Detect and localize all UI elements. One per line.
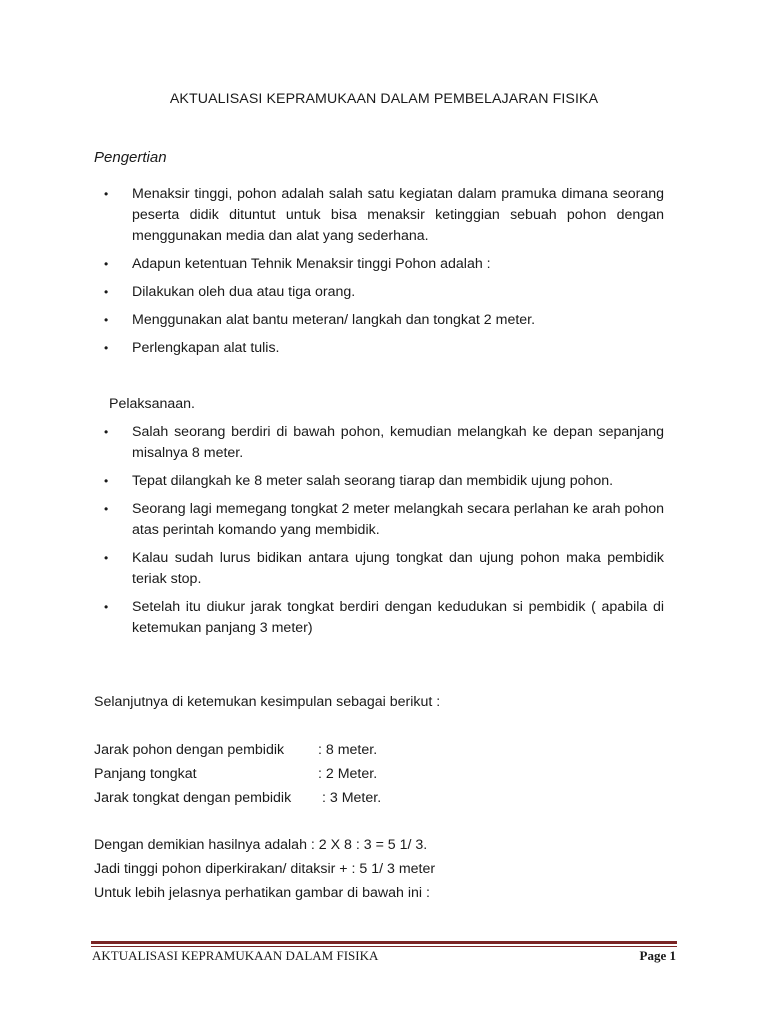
bullet-icon: • <box>104 551 109 565</box>
list-item: • Dilakukan oleh dua atau tiga orang. <box>104 282 664 303</box>
list-item: • Menaksir tinggi, pohon adalah salah satu kegiatan dalam pramuka dimana seorang peserta didik dituntut untuk bisa menaksir ketinggian sebuah pohon dengan menggunakan media dan alat yang sederhana. <box>104 186 664 244</box>
document-title: AKTUALISASI KEPRAMUKAAN DALAM PEMBELAJARAN FISIKA <box>169 91 599 107</box>
list-item: • Seorang lagi memegang tongkat 2 meter melangkah secara perlahan ke arah pohon atas perintah komando yang membidik. <box>104 501 664 538</box>
measurement-value: : 8 meter. <box>318 742 378 758</box>
list-item: • Perlengkapan alat tulis. <box>104 338 664 359</box>
conclusion-intro: Selanjutnya di ketemukan kesimpulan sebagai berikut : <box>94 694 441 710</box>
list-item: • Setelah itu diukur jarak tongkat berdiri dengan kedudukan si pembidik ( apabila di ketemukan panjang 3 meter) <box>104 599 664 636</box>
result-line: Dengan demikian hasilnya adalah : 2 X 8 : 3 = 5 1/ 3. <box>94 837 428 853</box>
list-item: • Salah seorang berdiri di bawah pohon, kemudian melangkah ke depan sepanjang misalnya 8 meter. <box>104 424 664 461</box>
bullet-icon: • <box>104 474 109 488</box>
list-item: • Kalau sudah lurus bidikan antara ujung tongkat dan ujung pohon maka pembidik teriak stop. <box>104 550 664 587</box>
pengertian-list <box>104 184 664 366</box>
bullet-icon: • <box>104 502 109 516</box>
footer-title: AKTUALISASI KEPRAMUKAAN DALAM FISIKA <box>92 948 379 963</box>
measurement-row <box>94 788 381 809</box>
bullet-icon: • <box>104 341 109 355</box>
bullet-icon: • <box>104 187 109 201</box>
section-heading-pengertian: Pengertian <box>94 149 167 166</box>
measurement-label: Panjang tongkat <box>94 766 197 782</box>
bullet-icon: • <box>104 257 109 271</box>
measurement-label: Jarak tongkat dengan pembidik <box>94 790 292 806</box>
measurement-row <box>94 740 377 761</box>
list-item: • Menggunakan alat bantu meteran/ langkah dan tongkat 2 meter. <box>104 310 664 331</box>
list-item: • Adapun ketentuan Tehnik Menaksir tinggi Pohon adalah : <box>104 254 664 275</box>
footer-rule-thin <box>91 946 677 947</box>
measurement-row <box>94 764 377 785</box>
bullet-icon: • <box>104 425 109 439</box>
measurement-value: : 3 Meter. <box>322 790 382 806</box>
measurement-label: Jarak pohon dengan pembidik <box>94 742 285 758</box>
pelaksanaan-list <box>104 422 664 646</box>
page-number: Page 1 <box>639 948 676 963</box>
bullet-icon: • <box>104 285 109 299</box>
footer-rule <box>91 941 677 944</box>
section-heading-pelaksanaan: Pelaksanaan. <box>109 396 195 412</box>
result-line: Untuk lebih jelasnya perhatikan gambar di bawah ini : <box>94 885 430 901</box>
measurement-value: : 2 Meter. <box>318 766 378 782</box>
result-line: Jadi tinggi pohon diperkirakan/ ditaksir + : 5 1/ 3 meter <box>94 861 436 877</box>
bullet-icon: • <box>104 600 109 614</box>
bullet-icon: • <box>104 313 109 327</box>
list-item: • Tepat dilangkah ke 8 meter salah seorang tiarap dan membidik ujung pohon. <box>104 471 664 492</box>
